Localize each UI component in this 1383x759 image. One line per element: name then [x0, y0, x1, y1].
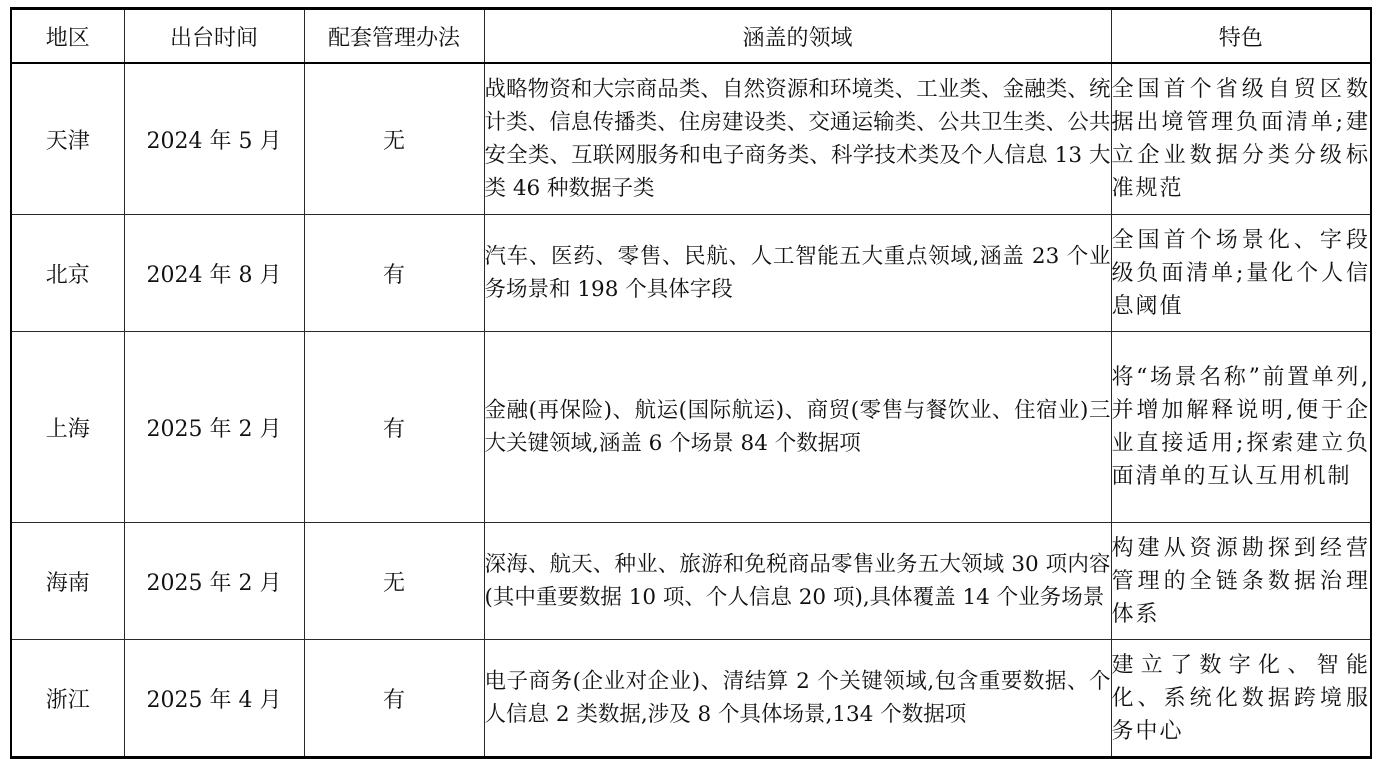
cell-features: 构建从资源勘探到经营管理的全链条数据治理体系: [1111, 523, 1371, 640]
cell-features: 将“场景名称”前置单列,并增加解释说明,便于企业直接适用;探索建立负面清单的互认互用机制: [1111, 332, 1371, 523]
cell-region: 天津: [11, 63, 124, 215]
cell-features: 建立了数字化、智能化、系统化数据跨境服务中心: [1111, 640, 1371, 758]
negative-list-comparison-table: [10, 7, 1372, 759]
cell-features: 全国首个场景化、字段级负面清单;量化个人信息阈值: [1111, 215, 1371, 332]
header-row: [11, 9, 1371, 64]
cell-measures: 有: [304, 640, 484, 758]
cell-measures: 无: [304, 63, 484, 215]
cell-date: 2024 年 5 月: [124, 63, 304, 215]
cell-measures: 有: [304, 332, 484, 523]
cell-measures: 有: [304, 215, 484, 332]
table-body: [11, 63, 1371, 758]
cell-measures: 无: [304, 523, 484, 640]
cell-date: 2025 年 4 月: [124, 640, 304, 758]
header-scope: 涵盖的领域: [484, 9, 1111, 64]
header-features: 特色: [1111, 9, 1371, 64]
cell-region: 上海: [11, 332, 124, 523]
table-header: [11, 9, 1371, 64]
cell-region: 北京: [11, 215, 124, 332]
cell-scope: 战略物资和大宗商品类、自然资源和环境类、工业类、金融类、统计类、信息传播类、住房建设类、交通运输类、公共卫生类、公共安全类、互联网服务和电子商务类、科学技术类及个人信息 13 大类 46 种数据子类: [484, 63, 1111, 215]
cell-date: 2025 年 2 月: [124, 523, 304, 640]
cell-scope: 电子商务(企业对企业)、清结算 2 个关键领域,包含重要数据、个人信息 2 类数据,涉及 8 个具体场景,134 个数据项: [484, 640, 1111, 758]
table-row: [11, 63, 1371, 215]
table-row: [11, 523, 1371, 640]
table-row: [11, 215, 1371, 332]
cell-date: 2024 年 8 月: [124, 215, 304, 332]
cell-date: 2025 年 2 月: [124, 332, 304, 523]
header-region: 地区: [11, 9, 124, 64]
cell-scope: 汽车、医药、零售、民航、人工智能五大重点领域,涵盖 23 个业务场景和 198 个具体字段: [484, 215, 1111, 332]
header-date: 出台时间: [124, 9, 304, 64]
cell-region: 浙江: [11, 640, 124, 758]
table-row: [11, 640, 1371, 758]
cell-features: 全国首个省级自贸区数据出境管理负面清单;建立企业数据分类分级标准规范: [1111, 63, 1371, 215]
cell-scope: 深海、航天、种业、旅游和免税商品零售业务五大领域 30 项内容(其中重要数据 10 项、个人信息 20 项),具体覆盖 14 个业务场景: [484, 523, 1111, 640]
cell-region: 海南: [11, 523, 124, 640]
table-row: [11, 332, 1371, 523]
header-measures: 配套管理办法: [304, 9, 484, 64]
cell-scope: 金融(再保险)、航运(国际航运)、商贸(零售与餐饮业、住宿业)三大关键领域,涵盖 6 个场景 84 个数据项: [484, 332, 1111, 523]
